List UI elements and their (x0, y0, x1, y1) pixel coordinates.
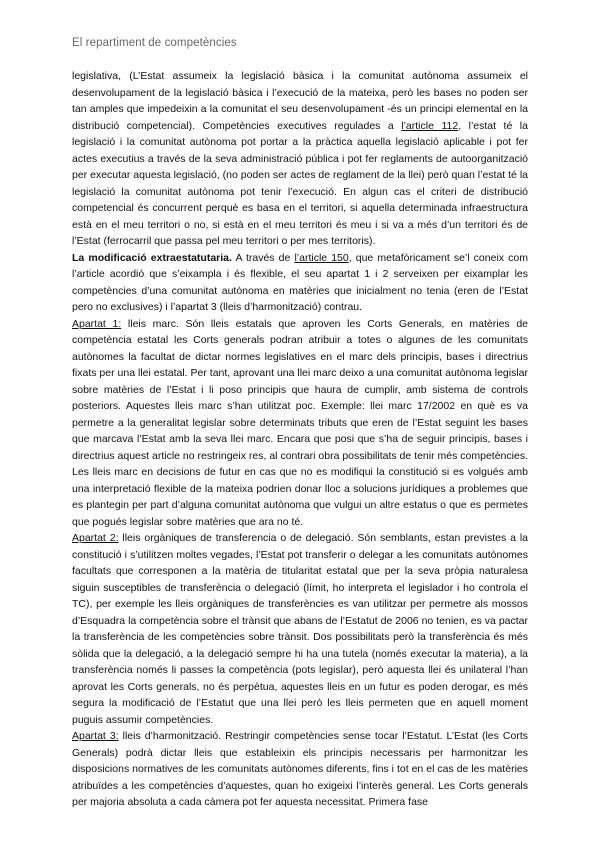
apartat-3-label: Apartat 3: (72, 730, 119, 742)
paragraph-text: lleis d’harmonització. Restringir competències sense tocar l’Estatut. L’Estat (les Corts Generals) podrà dictar lleis que estableixin els principis necessaris per harmonitzar les disposicions normatives de les comunitats autònomes diferents, fins i tot en el cas de les matèries atribuïdes a les competències d’aquestes, quan ho exigeixi l’interès general. Les Corts generals per majoria absoluta a cada càmera pot fer aquesta necessitat. Primera fase (72, 730, 528, 808)
section-heading: La modificació extraestatutaria. (72, 251, 232, 264)
running-header: El repartiment de competències (72, 37, 237, 49)
apartat-2-label: Apartat 2: (72, 532, 119, 544)
paragraph-text: , l’estat té la legislació i la comunitat autònoma pot portar a la pràctica aquella legislació aplicable i pot fer actes executius a través de la seva administració pública i pot fer reglaments de autoorganització per executar aquesta legislació, (no poden ser actes de reglament de la llei) però quan l’estat té la legislació la comunitat autònoma pot tenir l’execució. En algun cas el criteri de distribució competencial és concurrent perquè es basa en el territori, si aquella determinada infraestructura està en el meu territori o no, si està en el meu territori és meu i si va a més d’un territori és de l’Estat (ferrocarril que passa pel meu territori o per mes territoris). (72, 119, 528, 247)
paragraph-extrastatutory-modification (72, 250, 528, 316)
paragraph-text: A través de (231, 251, 295, 264)
document-body (72, 68, 528, 811)
paragraph-apartat-3 (72, 728, 528, 811)
paragraph-text: lleis orgàniques de transferencia o de delegació. Són semblants, estan previstes a la constitució i s’utilitzen moltes vegades, l’Estat pot transferir o delegar a les comunitats autònomes facultats que corresponen a la matèria de titularitat estatal que per la seva pròpia naturalesa siguin susceptibles de transferència o delegació (límit, ho interpreta el legislador i ho controla el TC), per exemple les lleis orgàniques de transferències es van utilitzar per permetre als mossos d’Esquadra la competència sobre el trànsit que abans de l’Estatut de 2006 no tenien, es va pactar la transferència de les competències sobre trànsit. Dos possibilitats però la transferència és més sòlida que la delegació, a la delegació sempre hi ha una tutela (només executar la materia), a la transferència només li passes la competència (pots legislar), però aquesta llei és unilateral l’han aprovat les Corts generals, no és perpètua, aquestes lleis en un futur es poden derogar, es més segura la modificació de l’Estatut que una llei però les lleis permeten que en aquell moment puguis assumir competències. (72, 532, 528, 726)
paragraph-apartat-2 (72, 530, 528, 728)
paragraph-apartat-1 (72, 316, 528, 531)
article-150-link[interactable]: l’article 150 (294, 251, 349, 264)
paragraph-text: legislativa, (L’Estat assumeix la legislació bàsica i la comunitat autònoma assumeix el desenvolupament de la legislació bàsica i l’execució de la mateixa, però les bases no poden ser tan amples que impedeixin a la comunitat el seu desenvolupament -és un principi elemental en la distribució competencial). Competències executives regulades a (72, 70, 528, 132)
paragraph-text: , que metafòricament se’l coneix com l’article acordió que s’eixampla i és flexible, el seu apartat 1 i 2 serveixen per eixamplar les competències d’una comunitat autònoma en matèries que inicialment no tenia (eren de l’Estat pero no exclusives) i l’apartat 3 (lleis d’harmonització) contrau. (72, 251, 528, 313)
paragraph-legislative-competences (72, 68, 528, 250)
apartat-1-label: Apartat 1: (72, 317, 122, 330)
article-112-link[interactable]: l’article 112 (401, 119, 459, 132)
paragraph-text: lleis marc. Són lleis estatals que aproven les Corts Generals, en matèries de competència estatal les Corts generals podran atribuir a totes o algunes de les comunitats autònomes la facultat de dictar normes legislatives en el marc dels principis, bases i directrius fixats per una llei estatal. Per tant, aprovant una llei marc deixo a una comunitat autònoma legislar sobre matèries de l’Estat i li poso principis que haura de cumplir, amb sistema de controls posteriors. Aquestes lleis marc s’han utilitzat poc. Exemple: llei marc 17/2002 en què es va permetre a la generalitat legislar sobre determinats tributs que eren de l’Estat seguint les bases que marcava l’Estat amb la seva llei marc. Encara que posi que s’ha de seguir principis, bases i directrius aquest article no restringeix res, al contrari obra possibilitats de tenir més competències. Les lleis marc en decisions de futur en cas que no es modifiqui la constitució si es volgués amb una interpretació flexible de la mateixa podrien donar lloc a solucions jurídiques a problemes que es plantegin per part d’alguna comunitat autònoma que vulgui un altre estatus o que es permetes que pogués legislar sobre matèries que ara no té. (72, 317, 529, 528)
